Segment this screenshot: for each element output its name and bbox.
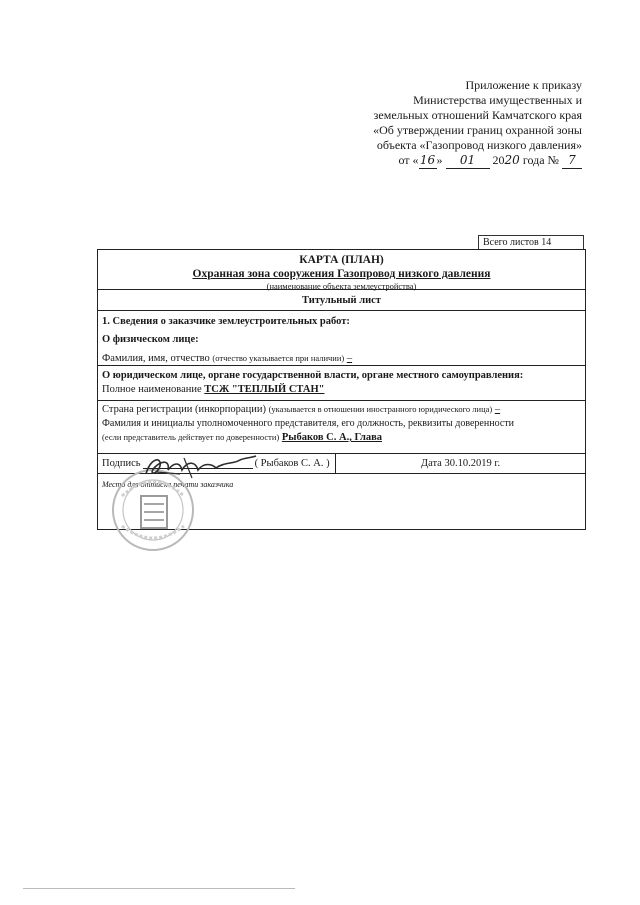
- individual-name-hint: (отчество указывается при наличии): [212, 353, 345, 363]
- date-month: 01: [446, 153, 490, 169]
- map-title: КАРТА (ПЛАН): [299, 254, 384, 266]
- representative-label: Фамилия и инициалы уполномоченного представителя, его должность, реквизиты доверенности: [102, 418, 514, 429]
- country-hint: (указывается в отношении иностранного юридического лица): [268, 404, 493, 414]
- appendix-line-3: земельных отношений Камчатского края: [373, 108, 582, 122]
- representative-value: Рыбаков С. А., Глава: [281, 432, 383, 443]
- date-year-word: года №: [522, 153, 559, 167]
- legal-entity-section: [98, 366, 585, 401]
- appendix-line-5: объекта «Газопровод низкого давления»: [376, 138, 582, 152]
- date-prefix: от «: [398, 153, 419, 167]
- seal-label: Место для оттиска печати заказчика: [102, 480, 234, 489]
- appendix-line-1: Приложение к приказу: [465, 78, 582, 92]
- full-name-value: ТСЖ "ТЕПЛЫЙ СТАН": [204, 384, 325, 395]
- object-name-hint: (наименование объекта землеустройства): [266, 281, 417, 291]
- customer-section: [98, 311, 585, 366]
- representative-hint: (если представитель действует по доверенности): [102, 432, 280, 442]
- full-name-row: [98, 383, 585, 397]
- section-customer-header: 1. Сведения о заказчике землеустроительных работ:: [102, 316, 350, 327]
- signature-label: Подпись: [102, 458, 141, 469]
- total-sheets-box: Всего листов 14: [478, 235, 584, 249]
- individual-header: О физическом лице:: [102, 334, 199, 345]
- sheet-title: Титульный лист: [98, 290, 585, 311]
- individual-name-row: [98, 352, 585, 366]
- title-block: [98, 250, 585, 290]
- order-number: 7: [562, 153, 582, 169]
- page-footer-line: [23, 888, 295, 889]
- appendix-line-2: Министерства имущественных и: [413, 93, 582, 107]
- country-label: Страна регистрации (инкорпорации): [102, 404, 266, 415]
- individual-name-label: Фамилия, имя, отчество: [102, 353, 210, 364]
- country-value: –: [494, 404, 501, 415]
- country-row: [98, 403, 585, 417]
- signature-date: Дата 30.10.2019 г.: [420, 458, 501, 469]
- date-year-prefix: 20: [492, 153, 505, 167]
- full-name-label: Полное наименование: [102, 384, 202, 395]
- date-day: 16: [419, 153, 436, 167]
- appendix-line-4: «Об утверждении границ охранной зоны: [373, 123, 582, 137]
- date-mid: »: [436, 153, 443, 167]
- handwritten-signature-icon: [140, 452, 260, 484]
- appendix-header: [322, 78, 582, 169]
- appendix-date-line: [322, 153, 582, 169]
- signature-name: ( Рыбаков С. А. ): [254, 458, 330, 469]
- date-year-suffix: 20: [504, 153, 520, 167]
- object-name: Охранная зона сооружения Газопровод низкого давления: [192, 268, 491, 280]
- legal-entity-header: О юридическом лице, органе государственной власти, органе местного самоуправления:: [102, 370, 524, 381]
- individual-name-value: –: [346, 353, 353, 364]
